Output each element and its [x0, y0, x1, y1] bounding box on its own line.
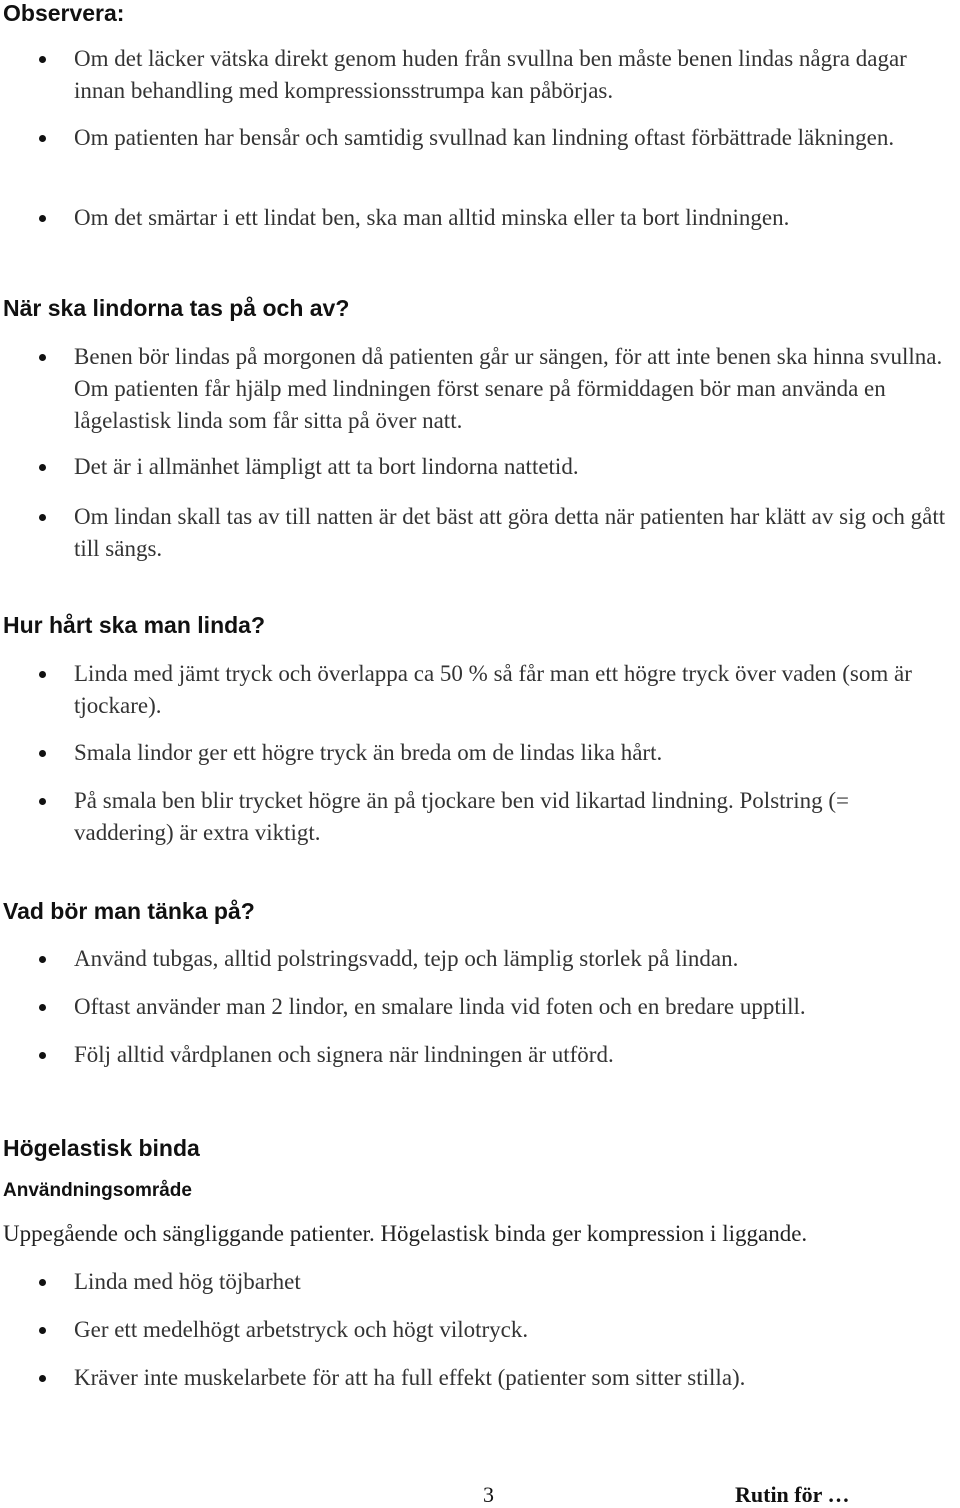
heading-hur-hart: Hur hårt ska man linda? [3, 612, 266, 638]
list-item: Följ alltid vårdplanen och signera när lindningen är utförd. [74, 1039, 954, 1071]
list-item: På smala ben blir trycket högre än på tjockare ben vid likartad lindning. Polstring (= vaddering) är extra viktigt. [74, 785, 954, 849]
page-number: 3 [483, 1482, 494, 1507]
heading-vad-bor-man: Vad bör man tänka på? [3, 898, 255, 924]
list-item: Smala lindor ger ett högre tryck än breda om de lindas lika hårt. [74, 737, 954, 769]
list-item: Linda med hög töjbarhet [74, 1266, 954, 1298]
heading-hogelastisk-binda: Högelastisk binda [3, 1135, 200, 1161]
subheading-anvandningsomrade: Användningsområde [3, 1180, 192, 1201]
intro-paragraph: Uppegående och sängliggande patienter. Högelastisk binda ger kompression i liggande. [3, 1221, 808, 1246]
list-item: Om lindan skall tas av till natten är det bäst att göra detta när patienten har klätt av sig och gått till sängs. [74, 501, 954, 565]
list-item: Det är i allmänhet lämpligt att ta bort lindorna nattetid. [74, 451, 954, 483]
heading-observera: Observera: [3, 0, 125, 26]
list-item: Benen bör lindas på morgonen då patienten går ur sängen, för att inte benen ska hinna svullna. Om patienten får hjälp med lindningen först senare på förmiddagen bör man använda en lågelastisk linda som får sitta på över natt. [74, 341, 954, 437]
list-item: Om det läcker vätska direkt genom huden från svullna ben måste benen lindas några dagar innan behandling med kompressionsstrumpa kan påbörjas. [74, 43, 954, 107]
list-item: Oftast använder man 2 lindor, en smalare linda vid foten och en bredare upptill. [74, 991, 954, 1023]
list-item: Kräver inte muskelarbete för att ha full effekt (patienter som sitter stilla). [74, 1362, 954, 1394]
footer-title: Rutin för … [735, 1482, 850, 1507]
heading-nar-ska-lindorna: När ska lindorna tas på och av? [3, 295, 350, 321]
list-item: Använd tubgas, alltid polstringsvadd, tejp och lämplig storlek på lindan. [74, 943, 954, 975]
list-item: Om patienten har bensår och samtidig svullnad kan lindning oftast förbättrade läkningen. [74, 122, 954, 154]
list-item: Om det smärtar i ett lindat ben, ska man alltid minska eller ta bort lindningen. [74, 202, 954, 234]
list-item: Linda med jämt tryck och överlappa ca 50 % så får man ett högre tryck över vaden (som är tjockare). [74, 658, 954, 722]
list-item: Ger ett medelhögt arbetstryck och högt vilotryck. [74, 1314, 954, 1346]
